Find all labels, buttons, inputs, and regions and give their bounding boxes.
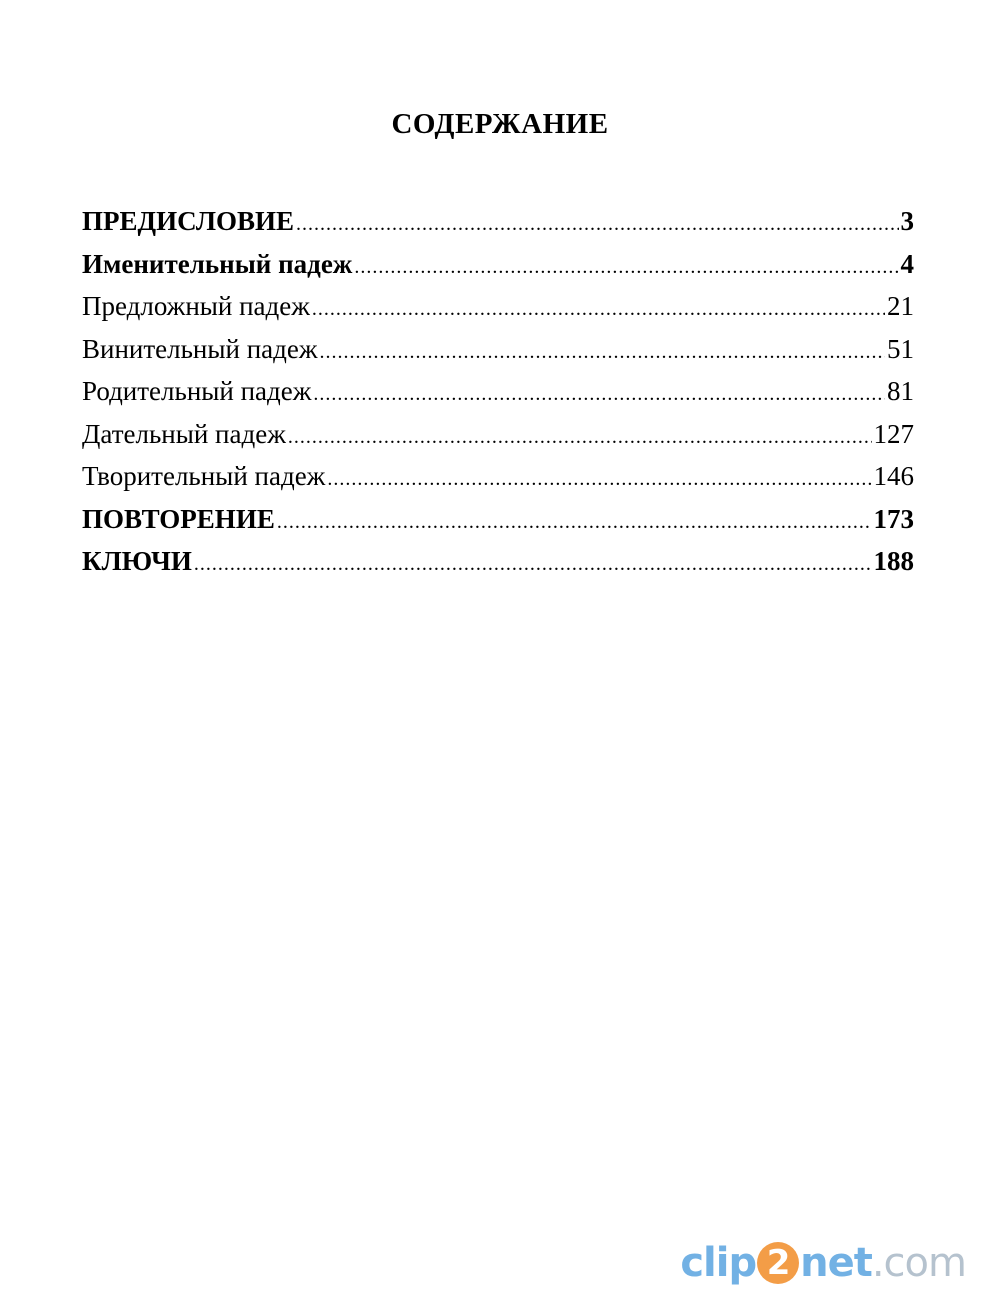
toc-entry-label: Родительный падеж xyxy=(82,376,312,406)
toc-entry xyxy=(82,200,914,243)
toc-entry-label: ПРЕДИСЛОВИЕ xyxy=(82,206,295,236)
watermark-com: .com xyxy=(871,1240,966,1286)
watermark-net: net xyxy=(800,1240,872,1286)
toc-leader-dots xyxy=(296,203,898,245)
toc-entry-label: КЛЮЧИ xyxy=(82,546,192,576)
toc-leader-dots xyxy=(327,458,871,500)
toc-entry xyxy=(82,243,914,286)
toc-entry xyxy=(82,370,914,413)
clip2net-watermark xyxy=(680,1240,966,1286)
toc-entry-page: 21 xyxy=(887,291,914,321)
toc-entry-page: 188 xyxy=(873,546,914,576)
toc-entry-page: 3 xyxy=(900,206,914,236)
toc-entry-label: Творительный падеж xyxy=(82,461,326,491)
toc-leader-dots xyxy=(354,246,898,288)
table-of-contents xyxy=(82,200,914,583)
toc-entry-label: Именительный падеж xyxy=(82,248,353,279)
toc-entry-page: 51 xyxy=(887,333,914,364)
toc-entry-page: 81 xyxy=(887,376,914,406)
page-title: СОДЕРЖАНИЕ xyxy=(391,108,609,140)
toc-entry-label: Дательный падеж xyxy=(82,418,286,449)
toc-entry xyxy=(82,540,914,583)
toc-entry xyxy=(82,413,914,456)
toc-leader-dots xyxy=(313,373,885,415)
toc-entry xyxy=(82,285,914,328)
toc-leader-dots xyxy=(194,543,872,585)
toc-leader-dots xyxy=(288,416,872,458)
toc-entry-label: Предложный падеж xyxy=(82,291,310,321)
toc-entry-label: ПОВТОРЕНИЕ xyxy=(82,503,275,534)
watermark-2: 2 xyxy=(757,1242,799,1284)
toc-entry-page: 146 xyxy=(873,461,914,491)
toc-entry xyxy=(82,328,914,371)
toc-entry-label: Винительный падеж xyxy=(82,333,318,364)
toc-entry-page: 127 xyxy=(873,418,914,449)
toc-entry xyxy=(82,498,914,541)
toc-entry-page: 173 xyxy=(873,503,914,534)
toc-leader-dots xyxy=(312,288,885,330)
toc-entry xyxy=(82,455,914,498)
toc-leader-dots xyxy=(277,501,872,543)
watermark-clip: clip xyxy=(680,1240,757,1286)
toc-entry-page: 4 xyxy=(900,248,914,279)
toc-leader-dots xyxy=(320,331,885,373)
